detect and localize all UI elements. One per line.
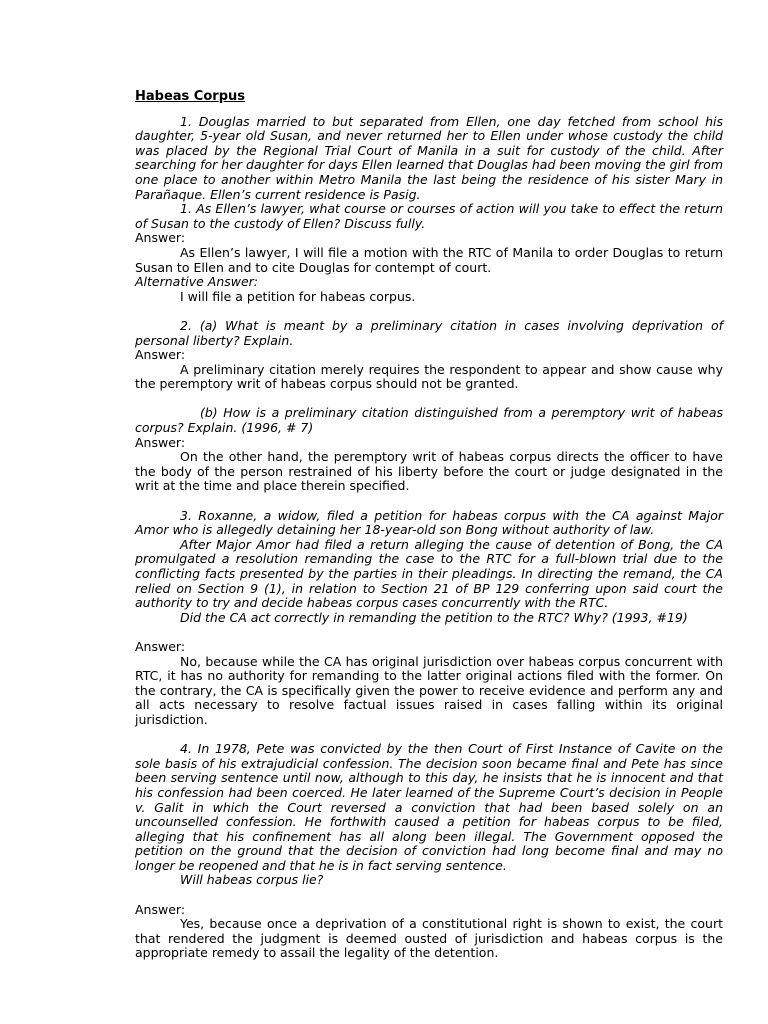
q4-answer-label: Answer: xyxy=(135,901,186,917)
q2b-answer-label: Answer: xyxy=(135,434,186,450)
document-body xyxy=(135,90,723,961)
q2b-question: (b) How is a preliminary citation distinguished from a peremptory writ of habeas corpus? Explain. (1996, # 7) xyxy=(135,405,723,436)
q3-facts-1: 3. Roxanne, a widow, filed a petition for habeas corpus with the CA against Major Amor who is allegedly detaining her 18-year-old son Bong without authority of law. xyxy=(135,507,723,538)
q3-answer-label: Answer: xyxy=(135,638,186,654)
q4-question: Will habeas corpus lie? xyxy=(180,872,324,888)
q3-question: Did the CA act correctly in remanding the petition to the RTC? Why? (1993, #19) xyxy=(180,609,688,625)
q1-answer: As Ellen’s lawyer, I will file a motion with the RTC of Manila to order Douglas to return Susan to Ellen and to cite Douglas for contempt of court. xyxy=(135,244,723,275)
q3-answer: No, because while the CA has original jurisdiction over habeas corpus concurrent with RTC, it has no authority for remanding to the latter original actions filed with the former. On the contrary, the CA is specifically given the power to receive evidence and perform any and all acts necessary to resolve factual issues raised in cases falling within its original jurisdiction. xyxy=(135,653,723,727)
q1-answer-label: Answer: xyxy=(135,230,186,246)
q1-facts: 1. Douglas married to but separated from Ellen, one day fetched from school his daughter, 5-year old Susan, and never returned her to Ellen under whose custody the child was placed by the Regional Trial Court of Manila in a suit for custody of the child. After searching for her daughter for days Ellen learned that Douglas had been moving the girl from one place to another within Metro Manila the last being the residence of his sister Mary in Parañaque. Ellen’s current residence is Pasig. xyxy=(135,113,723,202)
q4-facts: 4. In 1978, Pete was convicted by the then Court of First Instance of Cavite on the sole basis of his extrajudicial confession. The decision soon became final and Pete has since been serving sentence until now, although to this day, he insists that he is innocent and that his confession had been coerced. He later learned of the Supreme Court’s decision in People v. Galit in which the Court reversed a conviction that had been based solely on an uncounselled confession. He forthwith caused a petition for habeas corpus to be filed, alleging that his confinement has all along been illegal. The Government opposed the petition on the ground that the decision of conviction had long become final and may no longer be reopened and that he is in fact serving sentence. xyxy=(135,741,723,873)
q2a-question: 2. (a) What is meant by a preliminary citation in cases involving deprivation of personal liberty? Explain. xyxy=(135,317,723,348)
q4-answer: Yes, because once a deprivation of a constitutional right is shown to exist, the court that rendered the judgment is deemed ousted of jurisdiction and habeas corpus is the appropriate remedy to assail the legality of the detention. xyxy=(135,916,723,961)
q1-question: 1. As Ellen’s lawyer, what course or courses of action will you take to effect the return of Susan to the custody of Ellen? Discuss fully. xyxy=(135,201,723,231)
document-title: Habeas Corpus xyxy=(135,89,245,104)
q2a-answer: A preliminary citation merely requires the respondent to appear and show cause why the peremptory writ of habeas corpus should not be granted. xyxy=(135,361,723,392)
q1-alt-answer: I will file a petition for habeas corpus. xyxy=(180,288,416,304)
q3-facts-2: After Major Amor had filed a return alleging the cause of detention of Bong, the CA promulgated a resolution remanding the case to the RTC for a full-blown trial due to the conflicting facts presented by the parties in their pleadings. In directing the remand, the CA relied on Section 9 (1), in relation to Section 21 of BP 129 conferring upon said court the authority to try and decide habeas corpus cases concurrently with the RTC. xyxy=(135,536,723,611)
q2a-answer-label: Answer: xyxy=(135,347,186,363)
q2b-answer: On the other hand, the peremptory writ of habeas corpus directs the officer to have the body of the person restrained of his liberty before the court or judge designated in the writ at the time and place therein specified. xyxy=(135,449,723,494)
q1-alt-label: Alternative Answer: xyxy=(135,274,259,290)
